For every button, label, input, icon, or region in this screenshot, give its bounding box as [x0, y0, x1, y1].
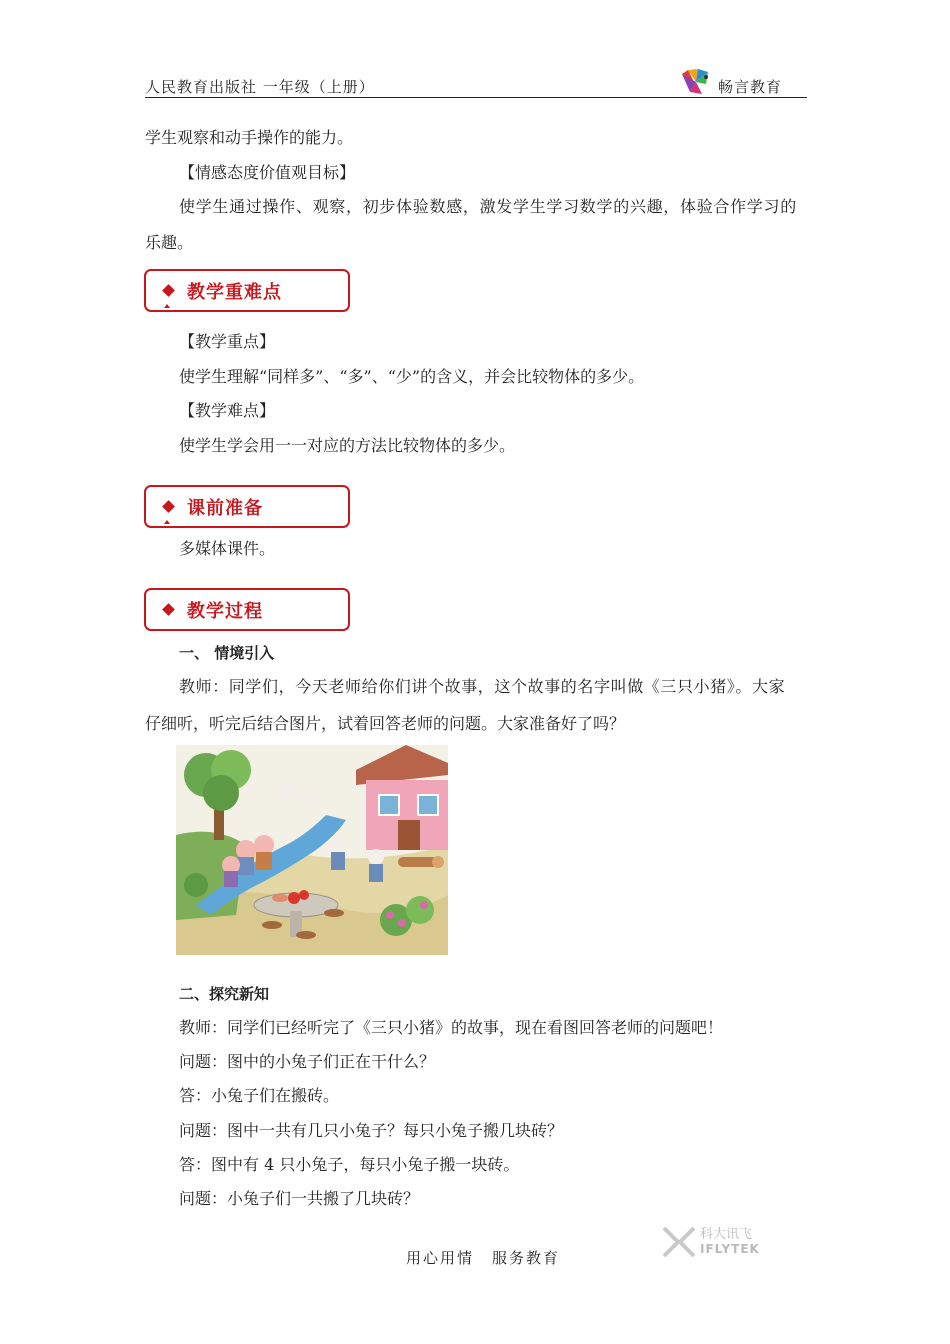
part2-heading: 二、探究新知 — [179, 985, 270, 1003]
qa-line: 问题：小兔子们一共搬了几块砖？ — [179, 1189, 420, 1208]
section-title-label: 课前准备 — [187, 497, 263, 519]
diamond-icon — [162, 500, 175, 513]
caret-icon — [164, 304, 170, 308]
section-title-label: 教学重难点 — [187, 281, 282, 303]
brand-header — [680, 66, 782, 97]
affective-heading: 【情感态度价值观目标】 — [179, 163, 356, 182]
focus-heading: 【教学重点】 — [179, 332, 276, 351]
section-title-key-points — [144, 269, 350, 312]
publisher-header: 人民教育出版社 一年级（上册） — [145, 78, 375, 96]
section-title-preparation — [144, 485, 350, 528]
text-line: 使学生学会用一一对应的方法比较物体的多少。 — [179, 436, 516, 455]
iflytek-watermark — [662, 1226, 760, 1258]
text-line: 仔细听，听完后结合图片，试着回答老师的问题。大家准备好了吗？ — [145, 714, 626, 733]
header-rule — [145, 97, 807, 98]
footer-slogan-right: 服务教育 — [492, 1249, 561, 1267]
text-line: 学生观察和动手操作的能力。 — [145, 128, 354, 147]
qa-line: 问题：图中一共有几只小兔子？每只小兔子搬几块砖？ — [179, 1121, 564, 1140]
qa-line: 教师：同学们已经听完了《三只小猪》的故事，现在看图回答老师的问题吧！ — [179, 1018, 724, 1037]
section-title-label: 教学过程 — [187, 600, 263, 622]
bird-logo-icon — [680, 68, 712, 96]
story-illustration-image — [176, 745, 448, 955]
iflytek-logo-icon — [662, 1226, 696, 1258]
caret-icon — [164, 520, 170, 524]
text-line: 多媒体课件。 — [179, 539, 276, 558]
footer-slogan-left: 用心用情 — [406, 1249, 475, 1267]
watermark-en: IFLYTEK — [700, 1242, 760, 1256]
qa-line: 答：小兔子们在搬砖。 — [179, 1086, 340, 1105]
diamond-icon — [162, 284, 175, 297]
footer-slogan — [406, 1247, 560, 1268]
text-line: 使学生通过操作、观察，初步体验数感，激发学生学习数学的兴趣，体验合作学习的 — [179, 197, 797, 216]
difficulty-heading: 【教学难点】 — [179, 401, 276, 420]
brand-name: 畅言教育 — [718, 78, 783, 96]
qa-line: 答：图中有 4 只小兔子，每只小兔子搬一块砖。 — [179, 1155, 520, 1174]
text-line: 使学生理解“同样多”、“多”、“少”的含义，并会比较物体的多少。 — [179, 367, 645, 386]
diamond-icon — [162, 603, 175, 616]
watermark-cn: 科大讯飞 — [700, 1227, 753, 1242]
qa-line: 问题：图中的小兔子们正在干什么？ — [179, 1052, 436, 1071]
text-line: 乐趣。 — [145, 233, 194, 252]
story-illustration — [176, 745, 448, 955]
section-title-process — [144, 588, 350, 631]
part1-heading: 一、 情境引入 — [179, 644, 275, 662]
text-line: 教师：同学们，今天老师给你们讲个故事，这个故事的名字叫做《三只小猪》。大家 — [179, 677, 786, 696]
